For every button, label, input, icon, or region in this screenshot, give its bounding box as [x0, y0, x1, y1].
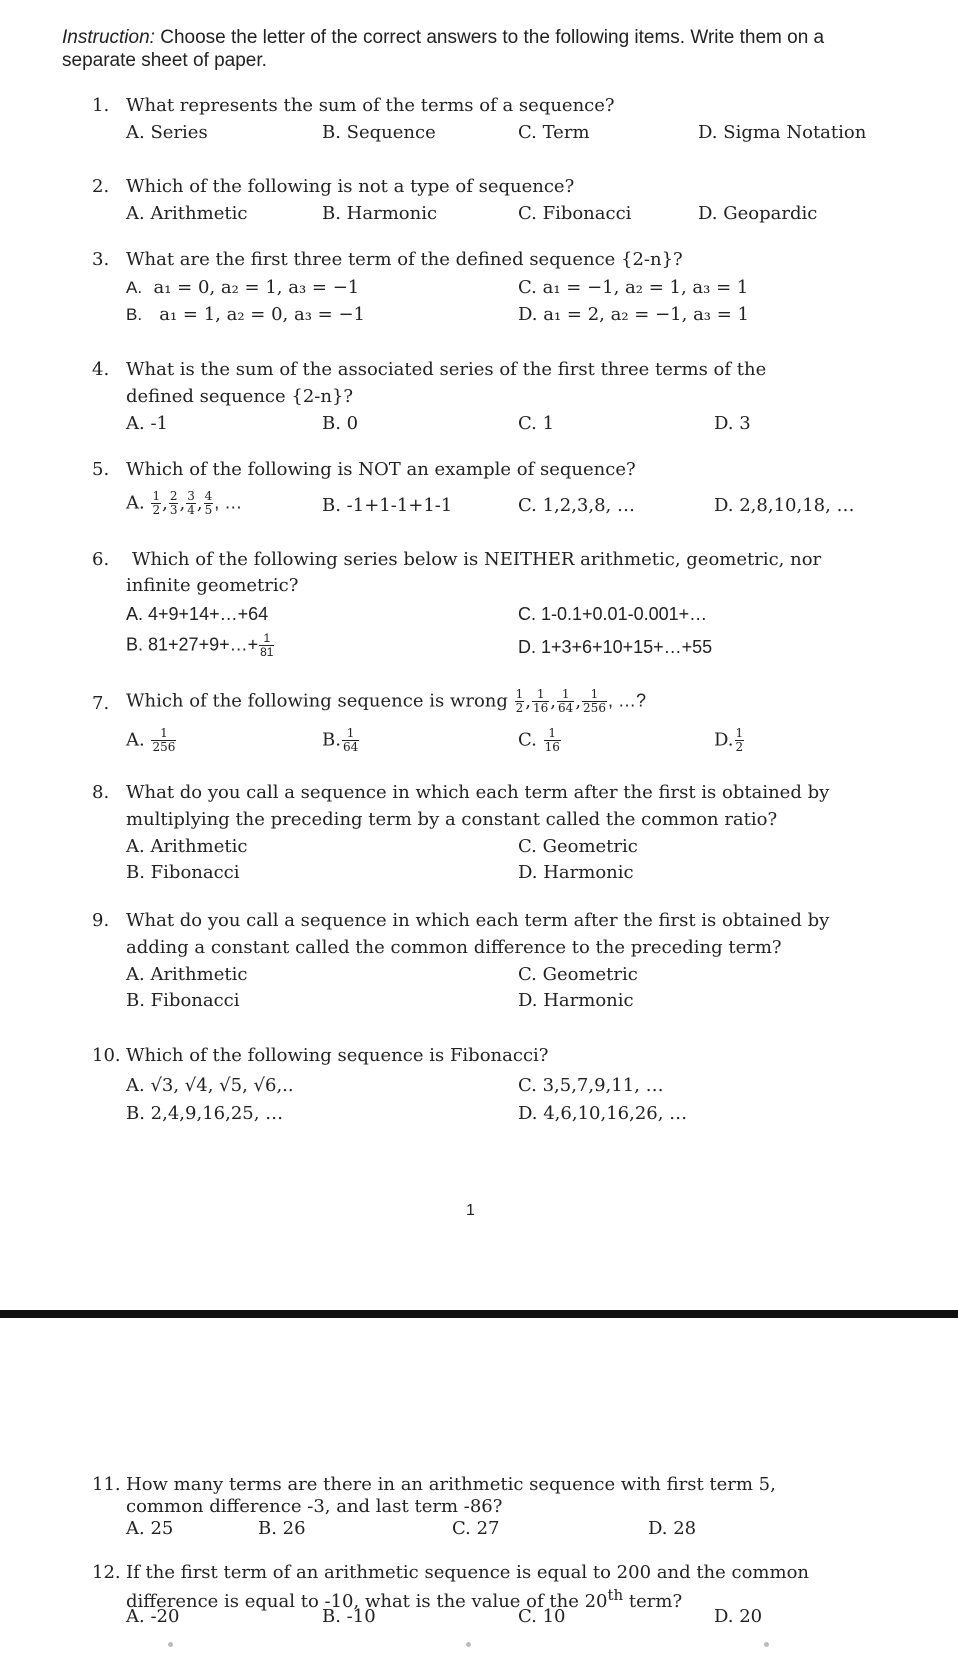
- q5-a-seq-denominator: 3: [169, 503, 178, 517]
- q7-a-denominator: 256: [152, 740, 176, 754]
- q9-option-c: C. Geometric: [518, 964, 638, 985]
- q8-number: 8.: [92, 782, 110, 803]
- q2-option-d: D. Geopardic: [698, 203, 818, 224]
- q7-option-b: [322, 727, 360, 754]
- comma: ,: [550, 690, 557, 712]
- q5-a-seq-denominator: 5: [204, 503, 213, 517]
- q6-option-b-fraction: [259, 632, 274, 659]
- q5-a-seq-fraction: [204, 490, 214, 517]
- q4-stem-line1: What is the sum of the associated series of the first three terms of the: [126, 359, 767, 380]
- q5-option-a-label: A.: [126, 492, 145, 514]
- q5-a-seq-numerator: 4: [204, 489, 213, 503]
- q7-seq-fraction: [582, 688, 607, 715]
- q1-number: 1.: [92, 95, 110, 116]
- q4-option-b: B. 0: [322, 413, 359, 434]
- q3-option-c-math: a₁ = −1, a₂ = 1, a₃ = 1: [542, 277, 749, 298]
- q8-option-d: D. Harmonic: [518, 862, 634, 883]
- q7-d-numerator: 1: [735, 726, 744, 740]
- q3-option-b-math: a₁ = 1, a₂ = 0, a₃ = −1: [159, 304, 365, 325]
- comma: ,: [575, 690, 582, 712]
- q7-option-d-label: D.: [714, 729, 734, 751]
- instruction-text: Choose the letter of the correct answers to the following items. Write them on a separate sheet of paper.: [62, 27, 825, 71]
- q9-option-b: B. Fibonacci: [126, 990, 240, 1011]
- q3-option-a: [126, 277, 359, 299]
- q1-option-b: B. Sequence: [322, 122, 436, 143]
- q7-seq-numerator: 1: [557, 688, 574, 702]
- q1-option-c: C. Term: [518, 122, 590, 143]
- q3-option-a-math: a₁ = 0, a₂ = 1, a₃ = −1: [153, 277, 360, 298]
- q5-a-seq-numerator: 3: [187, 489, 195, 503]
- q2-stem: Which of the following is not a type of sequence?: [126, 176, 575, 197]
- q6-stem-line1: Which of the following series below is NEITHER arithmetic, geometric, nor: [132, 549, 822, 570]
- q3-stem: What are the first three term of the defined sequence {2-n}?: [126, 249, 683, 270]
- q11-stem-line2: common difference -3, and last term -86?: [126, 1496, 503, 1517]
- q7-option-c-fraction: [544, 727, 561, 754]
- q9-number: 9.: [92, 910, 110, 931]
- q7-seq-denominator: 2: [515, 701, 524, 715]
- carousel-dot[interactable]: [168, 1642, 173, 1647]
- q2-option-b: B. Harmonic: [322, 203, 438, 224]
- comma: ,: [179, 492, 186, 514]
- q7-option-a-fraction: [151, 727, 176, 754]
- q7-seq-fraction: [515, 688, 525, 715]
- q5-a-seq-fraction: [151, 490, 161, 517]
- q11-number: 11.: [92, 1474, 121, 1495]
- q10-option-d: D. 4,6,10,16,26, …: [518, 1103, 688, 1124]
- comma: ,: [525, 690, 532, 712]
- q6-b-frac-numerator: 1: [259, 632, 274, 646]
- q5-stem: Which of the following is NOT an example of sequence?: [126, 459, 636, 480]
- q12-stem-line2-tail: term?: [623, 1591, 683, 1612]
- q6-option-b-text: B. 81+27+9+…+: [126, 634, 259, 655]
- q7-option-d: [714, 727, 745, 754]
- q5-option-b: B. -1+1-1+1-1: [322, 495, 453, 516]
- q3-number: 3.: [92, 249, 110, 270]
- q6-option-a: A. 4+9+14+…+64: [126, 604, 269, 624]
- q7-sequence-tail: , …?: [607, 690, 646, 711]
- q11-option-c: C. 27: [452, 1518, 500, 1539]
- q8-option-a: A. Arithmetic: [126, 836, 248, 857]
- q7-option-b-fraction: [342, 727, 359, 754]
- comma: ,: [162, 492, 168, 514]
- q9-option-a: A. Arithmetic: [126, 964, 248, 985]
- q3-option-c-label: C.: [518, 277, 537, 298]
- q4-option-d: D. 3: [714, 413, 751, 434]
- q5-a-seq-numerator: 2: [169, 489, 178, 503]
- q12-option-a: A. -20: [126, 1606, 180, 1627]
- q11-stem-line1: How many terms are there in an arithmetic sequence with first term 5,: [126, 1474, 776, 1495]
- q2-number: 2.: [92, 176, 110, 197]
- q7-seq-fraction: [532, 688, 549, 715]
- q7-b-denominator: 64: [342, 740, 359, 754]
- q7-option-c: [518, 727, 562, 754]
- comma: ,: [196, 492, 203, 514]
- q6-option-c: C. 1-0.1+0.01-0.001+…: [518, 604, 708, 624]
- q7-d-denominator: 2: [735, 740, 744, 754]
- q8-stem-line2: multiplying the preceding term by a constant called the common ratio?: [126, 809, 778, 830]
- q7-seq-denominator: 256: [583, 701, 606, 715]
- q5-option-d: D. 2,8,10,18, …: [714, 495, 855, 516]
- q2-option-a: A. Arithmetic: [126, 203, 248, 224]
- q12-stem-line1: If the first term of an arithmetic sequence is equal to 200 and the common: [126, 1562, 809, 1583]
- q8-option-c: C. Geometric: [518, 836, 638, 857]
- q3-option-c: [518, 277, 748, 299]
- q11-option-d: D. 28: [648, 1518, 697, 1539]
- q4-stem-line2: defined sequence {2-n}?: [126, 386, 354, 407]
- q7-option-c-label: C.: [518, 729, 537, 751]
- q1-option-a: A. Series: [126, 122, 208, 143]
- instruction-lead: Instruction:: [62, 27, 155, 48]
- q11-option-a: A. 25: [126, 1518, 174, 1539]
- q10-stem: Which of the following sequence is Fibonacci?: [126, 1045, 549, 1066]
- q2-option-c: C. Fibonacci: [518, 203, 632, 224]
- q10-number: 10.: [92, 1045, 121, 1066]
- instruction: [62, 26, 902, 72]
- q7-stem: [126, 688, 646, 715]
- q9-option-d: D. Harmonic: [518, 990, 634, 1011]
- q12-option-b: B. -10: [322, 1606, 376, 1627]
- page-divider: [0, 1310, 958, 1318]
- q7-option-a: [126, 727, 177, 754]
- q10-option-c: C. 3,5,7,9,11, …: [518, 1075, 664, 1096]
- q7-c-numerator: 1: [544, 727, 561, 741]
- q4-option-c: C. 1: [518, 413, 555, 434]
- q4-option-a: A. -1: [126, 413, 168, 434]
- q7-b-numerator: 1: [342, 727, 359, 741]
- q7-seq-numerator: 1: [515, 687, 524, 701]
- q12-number: 12.: [92, 1562, 121, 1583]
- q1-option-d: D. Sigma Notation: [698, 122, 867, 143]
- q5-option-a: [126, 490, 242, 517]
- q5-a-seq-fraction: [186, 490, 196, 517]
- q3-option-d-math: a₁ = 2, a₂ = −1, a₃ = 1: [543, 304, 749, 325]
- q7-seq-numerator: 1: [582, 688, 607, 702]
- q5-option-a-sequence: [150, 489, 214, 517]
- q6-option-b: [126, 632, 275, 659]
- q12-option-c: C. 10: [518, 1606, 566, 1627]
- q7-c-denominator: 16: [544, 740, 560, 754]
- q8-stem-line1: What do you call a sequence in which each term after the first is obtained by: [126, 782, 830, 803]
- q5-a-seq-denominator: 2: [152, 503, 161, 517]
- q9-stem-line1: What do you call a sequence in which each term after the first is obtained by: [126, 910, 830, 931]
- q7-seq-denominator: 16: [533, 701, 549, 715]
- carousel-dot[interactable]: [466, 1642, 471, 1647]
- q3-option-b-label: B.: [126, 305, 143, 324]
- q7-option-b-label: B.: [322, 729, 341, 751]
- q5-a-seq-fraction: [169, 490, 179, 517]
- q5-number: 5.: [92, 459, 110, 480]
- q7-stem-text: Which of the following sequence is wrong: [126, 690, 508, 712]
- q7-seq-fraction: [557, 688, 574, 715]
- q5-option-a-tail: , …: [214, 492, 243, 513]
- q11-option-b: B. 26: [258, 1518, 306, 1539]
- q4-number: 4.: [92, 359, 110, 380]
- q12-option-d: D. 20: [714, 1606, 763, 1627]
- page-number: 1: [466, 1202, 475, 1219]
- q5-option-c: C. 1,2,3,8, …: [518, 495, 635, 516]
- q6-stem-line2: infinite geometric?: [126, 575, 299, 596]
- q12-stem-line2-text: difference is equal to -10, what is the value of the 20: [126, 1591, 608, 1612]
- q6-b-frac-denominator: 81: [260, 645, 274, 659]
- q8-option-b: B. Fibonacci: [126, 862, 240, 883]
- q9-stem-line2: adding a constant called the common difference to the preceding term?: [126, 937, 782, 958]
- q7-option-a-label: A.: [126, 729, 145, 751]
- carousel-dot[interactable]: [764, 1642, 769, 1647]
- q3-option-a-label: A.: [126, 278, 143, 297]
- q5-a-seq-numerator: 1: [152, 489, 161, 503]
- q7-seq-denominator: 64: [558, 701, 574, 715]
- q10-option-a: A. √3, √4, √5, √6,..: [126, 1075, 294, 1096]
- q7-number: 7.: [92, 693, 110, 714]
- q7-sequence: [514, 687, 608, 715]
- q7-a-numerator: 1: [151, 727, 176, 741]
- q12-stem-line2: [126, 1584, 682, 1613]
- q5-a-seq-denominator: 4: [187, 503, 195, 517]
- q7-option-d-fraction: [735, 727, 745, 754]
- q3-option-d: [518, 304, 749, 326]
- q7-seq-numerator: 1: [532, 688, 549, 702]
- q1-stem: What represents the sum of the terms of a sequence?: [126, 95, 615, 116]
- q10-option-b: B. 2,4,9,16,25, …: [126, 1103, 284, 1124]
- q6-number: 6.: [92, 549, 110, 570]
- q3-option-b: [126, 304, 365, 326]
- q3-option-d-label: D.: [518, 304, 538, 325]
- q12-stem-superscript: th: [607, 1586, 624, 1604]
- q6-option-d: D. 1+3+6+10+15+…+55: [518, 637, 713, 657]
